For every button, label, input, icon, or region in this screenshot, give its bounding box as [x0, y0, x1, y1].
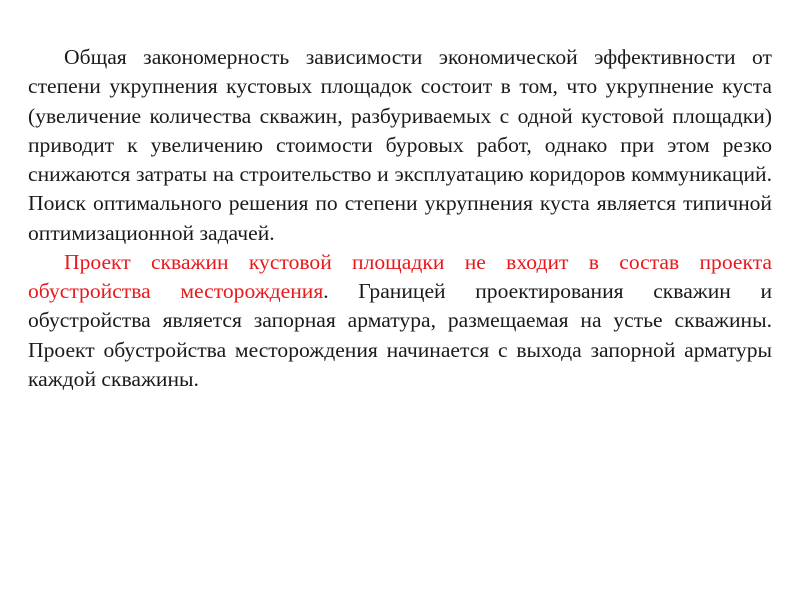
paragraph-continuation: . Границей проектирования скважин и обустройства является запорная арматура, размещаемая на устье скважины. Проект обустройства месторождения начинается с выхода запорной арматуры каждой скважины. — [28, 279, 772, 391]
text-block — [28, 43, 772, 394]
paragraph-economic-efficiency: Общая закономерность зависимости экономической эффективности от степени укрупнения кустовых площадок состоит в том, что укрупнение куста (увеличение количества скважин, разбуриваемых с одной кустовой площадки) приводит к увеличению стоимости буровых работ, однако при этом резко снижаются затраты на строительство и эксплуатацию коридоров коммуникаций. Поиск оптимального решения по степени укрупнения куста является типичной оптимизационной задачей. — [28, 45, 772, 245]
paragraph-project-boundary — [28, 248, 772, 394]
highlighted-statement: Проект скважин кустовой площадки не входит в состав проекта обустройства месторождения — [28, 249, 772, 303]
